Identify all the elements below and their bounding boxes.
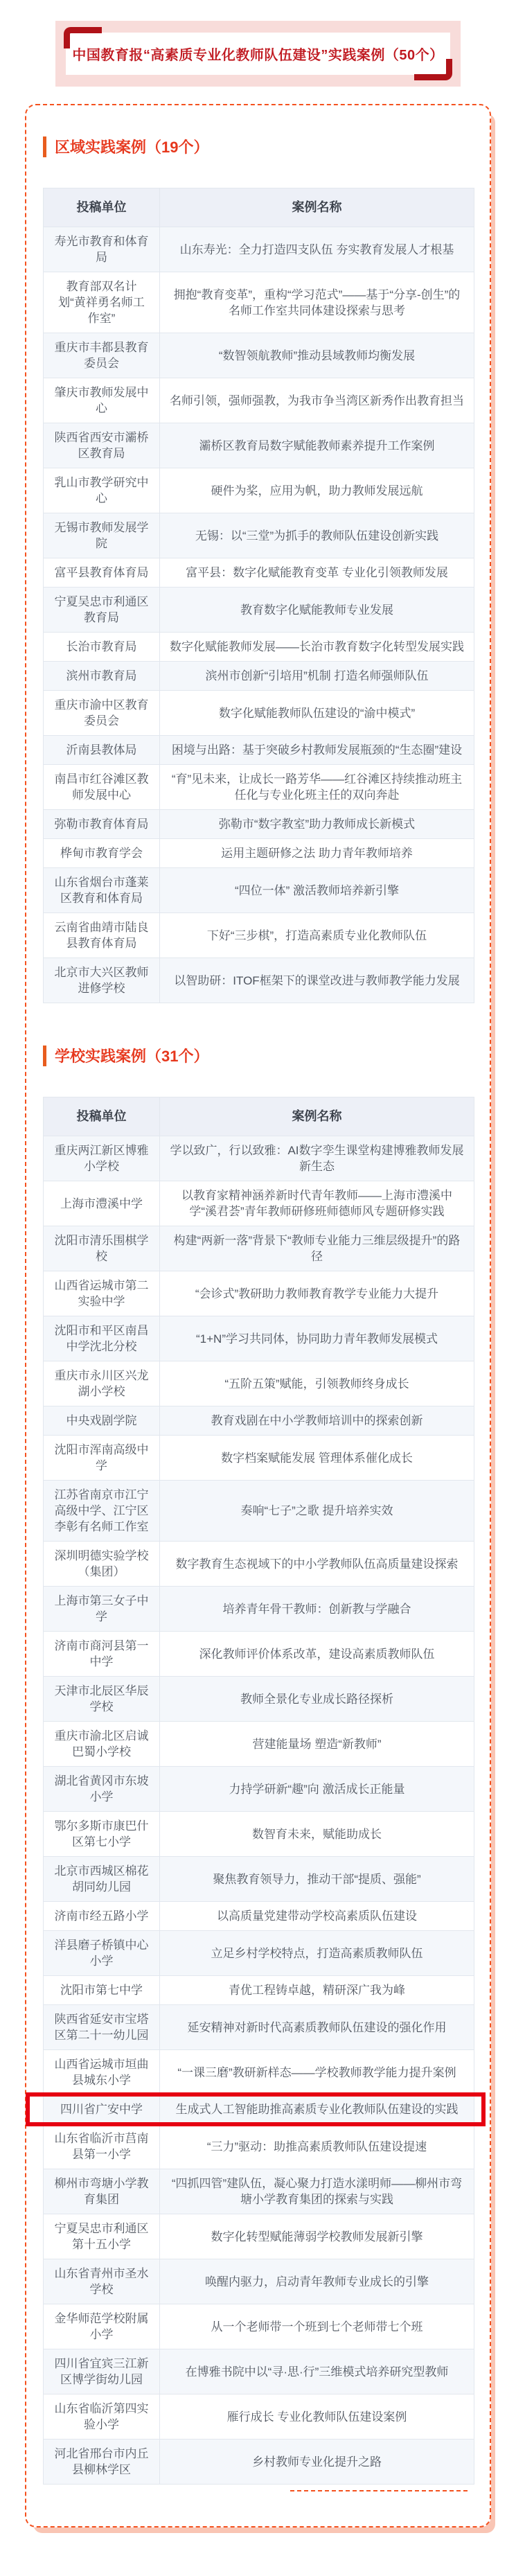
unit-cell: 北京市大兴区教师进修学校	[44, 958, 160, 1003]
table-row	[44, 809, 474, 838]
table-row	[44, 1136, 474, 1181]
table-row	[44, 1721, 474, 1766]
case-cell: 延安精神对新时代高素质教师队伍建设的强化作用	[187, 2020, 447, 2034]
unit-cell: 无锡市教师发展学院	[44, 513, 160, 558]
section-school-cases	[43, 1045, 474, 2485]
unit-cell: 沈阳市清乐围棋学校	[44, 1226, 160, 1271]
unit-cell: 河北省邢台市内丘县柳林学区	[44, 2440, 160, 2484]
case-cell: 营建能量场 塑造“新教师”	[252, 1737, 382, 1751]
table-row	[44, 2004, 474, 2049]
table-row	[44, 912, 474, 958]
unit-cell: 天津市北辰区华辰学校	[44, 1677, 160, 1721]
table-row	[44, 1435, 474, 1480]
table-row	[44, 1541, 474, 1586]
unit-cell: 陕西省西安市灞桥区教育局	[44, 423, 160, 468]
case-cell: 培养青年骨干教师：创新教与学融合	[222, 1602, 411, 1616]
case-cell: 乡村教师专业化提升之路	[252, 2455, 382, 2469]
column-header-unit: 投稿单位	[44, 1097, 160, 1136]
table-row	[44, 423, 474, 468]
case-cell: 数字档案赋能发展 管理体系催化成长	[221, 1451, 413, 1465]
unit-cell: 陕西省延安市宝塔区第二十一幼儿园	[44, 2005, 160, 2049]
section-title-region	[43, 136, 474, 157]
case-cell: 滨州市创新“引培用”机制 打造名师强师队伍	[205, 669, 429, 682]
unit-cell: 教育部双名计划“黄祥勇名师工作室”	[44, 272, 160, 333]
column-header-case: 案例名称	[160, 188, 474, 227]
case-cell: 以智助研：ITOF框架下的课堂改进与教师教学能力发展	[174, 973, 460, 987]
case-cell: 无锡：以“三堂”为抓手的教师队伍建设创新实践	[195, 529, 439, 542]
unit-cell: 北京市西城区棉花胡同幼儿园	[44, 1857, 160, 1901]
unit-cell: 重庆市渝北区启诚巴蜀小学校	[44, 1722, 160, 1766]
unit-cell: 济南市经五路小学	[44, 1902, 160, 1930]
table-row	[44, 1586, 474, 1631]
table-row	[44, 1975, 474, 2004]
unit-cell: 沈阳市浑南高级中学	[44, 1436, 160, 1480]
decorative-dashed-line	[290, 2490, 468, 2491]
case-cell: 以教育家精神涵养新时代青年教师——上海市澧溪中学“溪君荟”青年教师研修班师德师风专题研修实践	[181, 1189, 452, 1218]
case-cell: “一课三磨”教研新样态——学校教师教学能力提升案例	[177, 2065, 456, 2079]
table-row	[44, 378, 474, 423]
case-cell: “五阶五策”赋能，引领教师终身成长	[224, 1377, 409, 1391]
corner-bracket-top-left-icon	[64, 27, 102, 48]
unit-cell: 金华师范学校附属小学	[44, 2304, 160, 2349]
case-cell: 数字化转型赋能薄弱学校教师发展新引擎	[211, 2230, 423, 2243]
section-region-cases	[43, 136, 474, 1003]
column-header-unit: 投稿单位	[44, 188, 160, 227]
unit-cell: 肇庆市教师发展中心	[44, 378, 160, 423]
table-row	[44, 1930, 474, 1975]
case-cell: 学以致广，行以致雅：AI数字孪生课堂构建博雅教师发展新生态	[170, 1144, 464, 1173]
table-row	[44, 1766, 474, 1811]
unit-cell: 重庆市永川区兴龙湖小学校	[44, 1361, 160, 1406]
case-cell: 聚焦教育领导力，推动干部“提质、强能”	[213, 1872, 421, 1886]
unit-cell: 柳州市弯塘小学教育集团	[44, 2169, 160, 2214]
table-row	[44, 1406, 474, 1435]
unit-cell: 沈阳市和平区南昌中学沈北分校	[44, 1316, 160, 1361]
table-row	[44, 1631, 474, 1676]
unit-cell: 济南市商河县第一中学	[44, 1632, 160, 1676]
unit-cell: 富平县教育体育局	[44, 558, 160, 587]
case-cell: 数智育未来，赋能助成长	[252, 1827, 382, 1841]
table-row	[44, 1811, 474, 1856]
case-cell: “三力”驱动：助推高素质教师队伍建设提速	[206, 2140, 427, 2153]
table-row	[44, 1856, 474, 1901]
region-cases-table	[43, 188, 474, 1003]
table-row	[44, 1361, 474, 1406]
corner-bracket-bottom-right-icon	[414, 59, 452, 80]
table-row	[44, 558, 474, 587]
unit-cell: 鄂尔多斯市康巴什区第七小学	[44, 1812, 160, 1856]
table-row	[44, 735, 474, 764]
table-header-row	[44, 188, 474, 227]
table-row	[44, 513, 474, 558]
case-cell: 青优工程铸卓越，精研深广我为峰	[229, 1984, 405, 1997]
table-row-highlighted	[44, 2094, 474, 2124]
table-row	[44, 227, 474, 272]
unit-cell: 长治市教育局	[44, 633, 160, 661]
section-title-school	[43, 1045, 474, 1066]
table-row	[44, 272, 474, 333]
section-title-bar	[43, 1046, 46, 1066]
case-cell: 深化教师评价体系改革，建设高素质教师队伍	[199, 1647, 435, 1661]
unit-cell: 山东省临沂市莒南县第一小学	[44, 2124, 160, 2169]
unit-cell: 深圳明德实验学校（集团）	[44, 1542, 160, 1586]
content-panel	[25, 104, 491, 2528]
table-row	[44, 1226, 474, 1271]
section-title-text: 区域实践案例（19个）	[55, 139, 209, 156]
table-row	[44, 1181, 474, 1226]
table-row	[44, 764, 474, 809]
case-cell: 运用主题研修之法 助力青年教师培养	[221, 847, 413, 860]
case-cell: 以高质量党建带动学校高素质队伍建设	[217, 1909, 417, 1923]
case-cell: 拥抱“教育变革”，重构“学习范式”——基于“分享-创生”的名师工作室共同体建设探索与思考	[173, 288, 461, 317]
table-row	[44, 587, 474, 632]
table-row	[44, 1271, 474, 1316]
case-cell: “数智领航教师”推动县域教师均衡发展	[218, 349, 416, 362]
unit-cell: 上海市第三女子中学	[44, 1587, 160, 1631]
unit-cell: 洋县磨子桥镇中心小学	[44, 1931, 160, 1975]
unit-cell: 上海市澧溪中学	[44, 1181, 160, 1226]
unit-cell: 山东省青州市圣水学校	[44, 2259, 160, 2304]
unit-cell: 四川省宜宾三江新区博学街幼儿园	[44, 2349, 160, 2394]
table-row	[44, 632, 474, 661]
case-cell: 教育戏剧在中小学教师培训中的探索创新	[211, 1414, 423, 1427]
unit-cell: 重庆市渝中区教育委员会	[44, 691, 160, 735]
case-cell: 数字化赋能教师发展——长治市教育数字化转型发展实践	[170, 640, 464, 653]
case-cell: 名师引领，强师强教，为我市争当湾区新秀作出教育担当	[170, 394, 464, 407]
table-row	[44, 2124, 474, 2169]
case-cell: “四抓四管”建队伍，凝心聚力打造水漾明师——柳州市弯塘小学教育集团的探索与实践	[171, 2177, 463, 2206]
table-row	[44, 2169, 474, 2214]
case-cell: 山东寿光：全力打造四支队伍 夯实教育发展人才根基	[179, 242, 454, 256]
case-cell: 唤醒内驱力，启动青年教师专业成长的引擎	[205, 2275, 429, 2288]
case-cell: 教师全景化专业成长路径探析	[240, 1692, 393, 1706]
case-cell: 教育数字化赋能教师专业发展	[240, 603, 393, 617]
unit-cell: 弥勒市教育体育局	[44, 810, 160, 838]
table-row	[44, 468, 474, 513]
table-row	[44, 1480, 474, 1541]
table-row	[44, 2049, 474, 2094]
case-cell: 雁行成长 专业化教师队伍建设案例	[226, 2410, 407, 2424]
case-cell: 力持学研新“趣”向 激活成长正能量	[229, 1782, 405, 1796]
case-cell: 构建“两新一落”背景下“教师专业能力三维层级提升”的路径	[173, 1234, 461, 1263]
section-title-text: 学校实践案例（31个）	[55, 1048, 209, 1065]
case-cell: “1+N”学习共同体，协同助力青年教师发展模式	[196, 1332, 438, 1346]
unit-cell: 重庆市丰都县教育委员会	[44, 333, 160, 378]
case-cell: 在博雅书院中以“寻·思·行”三维模式培养研究型教师	[185, 2365, 449, 2379]
table-row	[44, 2214, 474, 2259]
table-row	[44, 333, 474, 378]
table-row	[44, 958, 474, 1003]
unit-cell: 沈阳市第七中学	[44, 1976, 160, 2004]
unit-cell: 湖北省黄冈市东坡小学	[44, 1767, 160, 1811]
table-header-row	[44, 1097, 474, 1136]
case-cell: “四位一体” 激活教师培养新引擎	[234, 883, 400, 897]
table-row	[44, 1901, 474, 1930]
case-cell: 困境与出路：基于突破乡村教师发展瓶颈的“生态圈”建设	[171, 743, 463, 757]
unit-cell: 山西省运城市垣曲县城东小学	[44, 2050, 160, 2094]
case-cell: “会诊式”教研助力教师教育教学专业能力大提升	[195, 1287, 439, 1300]
case-cell: 弥勒市“数字教室”助力教师成长新模式	[218, 818, 416, 831]
unit-cell: 山西省运城市第二实验中学	[44, 1271, 160, 1316]
table-row	[44, 1676, 474, 1721]
table-row	[44, 2259, 474, 2304]
unit-cell: 山东省烟台市蓬莱区教育和体育局	[44, 868, 160, 912]
school-cases-table	[43, 1097, 474, 2485]
table-row	[44, 838, 474, 867]
unit-cell: 桦甸市教育学会	[44, 839, 160, 867]
unit-cell: 乳山市教学研究中心	[44, 468, 160, 513]
header-banner	[55, 21, 461, 87]
unit-cell: 重庆两江新区博雅小学校	[44, 1136, 160, 1181]
unit-cell: 南昌市红谷滩区教师发展中心	[44, 765, 160, 809]
unit-cell: 云南省曲靖市陆良县教育体育局	[44, 913, 160, 958]
unit-cell: 宁夏吴忠市利通区教育局	[44, 588, 160, 632]
table-row	[44, 2349, 474, 2394]
case-cell: “育”见未来，让成长一路芳华——红谷滩区持续推动班主任化与专业化班主任的双向奔赴	[171, 773, 463, 802]
case-cell: 硬件为桨，应用为帆，助力教师发展远航	[211, 484, 423, 497]
case-cell: 数字教育生态视域下的中小学教师队伍高质量建设探索	[175, 1557, 459, 1571]
case-cell: 生成式人工智能助推高素质专业化教师队伍建设的实践	[175, 2103, 459, 2116]
case-cell: 富平县：数字化赋能教育变革 专业化引领教师发展	[186, 566, 448, 579]
table-row	[44, 2394, 474, 2439]
case-cell: 数字化赋能教师队伍建设的“渝中模式”	[218, 706, 416, 720]
page-title: 中国教育报“高素质专业化教师队伍建设”实践案例（50个）	[72, 48, 444, 63]
table-row	[44, 867, 474, 912]
header-banner-inner	[66, 33, 450, 75]
section-title-bar	[43, 136, 46, 157]
unit-cell: 江苏省南京市江宁高级中学、江宁区李彰有名师工作室	[44, 1481, 160, 1541]
unit-cell: 四川省广安中学	[44, 2095, 160, 2124]
table-row	[44, 690, 474, 735]
table-row	[44, 661, 474, 690]
case-cell: 立足乡村学校特点，打造高素质教师队伍	[211, 1946, 423, 1960]
table-row	[44, 2304, 474, 2349]
unit-cell: 滨州市教育局	[44, 662, 160, 690]
unit-cell: 山东省临沂第四实验小学	[44, 2394, 160, 2439]
unit-cell: 宁夏吴忠市利通区第十五小学	[44, 2214, 160, 2259]
column-header-case: 案例名称	[160, 1097, 474, 1136]
unit-cell: 寿光市教育和体育局	[44, 227, 160, 272]
case-cell: 灞桥区教育局数字赋能教师素养提升工作案例	[199, 439, 435, 452]
unit-cell: 中央戏剧学院	[44, 1406, 160, 1435]
case-cell: 奏响“七子”之歌 提升培养实效	[240, 1504, 393, 1517]
table-row	[44, 2439, 474, 2484]
case-cell: 从一个老师带一个班到七个老师带七个班	[211, 2320, 423, 2334]
case-cell: 下好“三步棋”，打造高素质专业化教师队伍	[206, 928, 427, 942]
table-row	[44, 1316, 474, 1361]
unit-cell: 沂南县教体局	[44, 736, 160, 764]
